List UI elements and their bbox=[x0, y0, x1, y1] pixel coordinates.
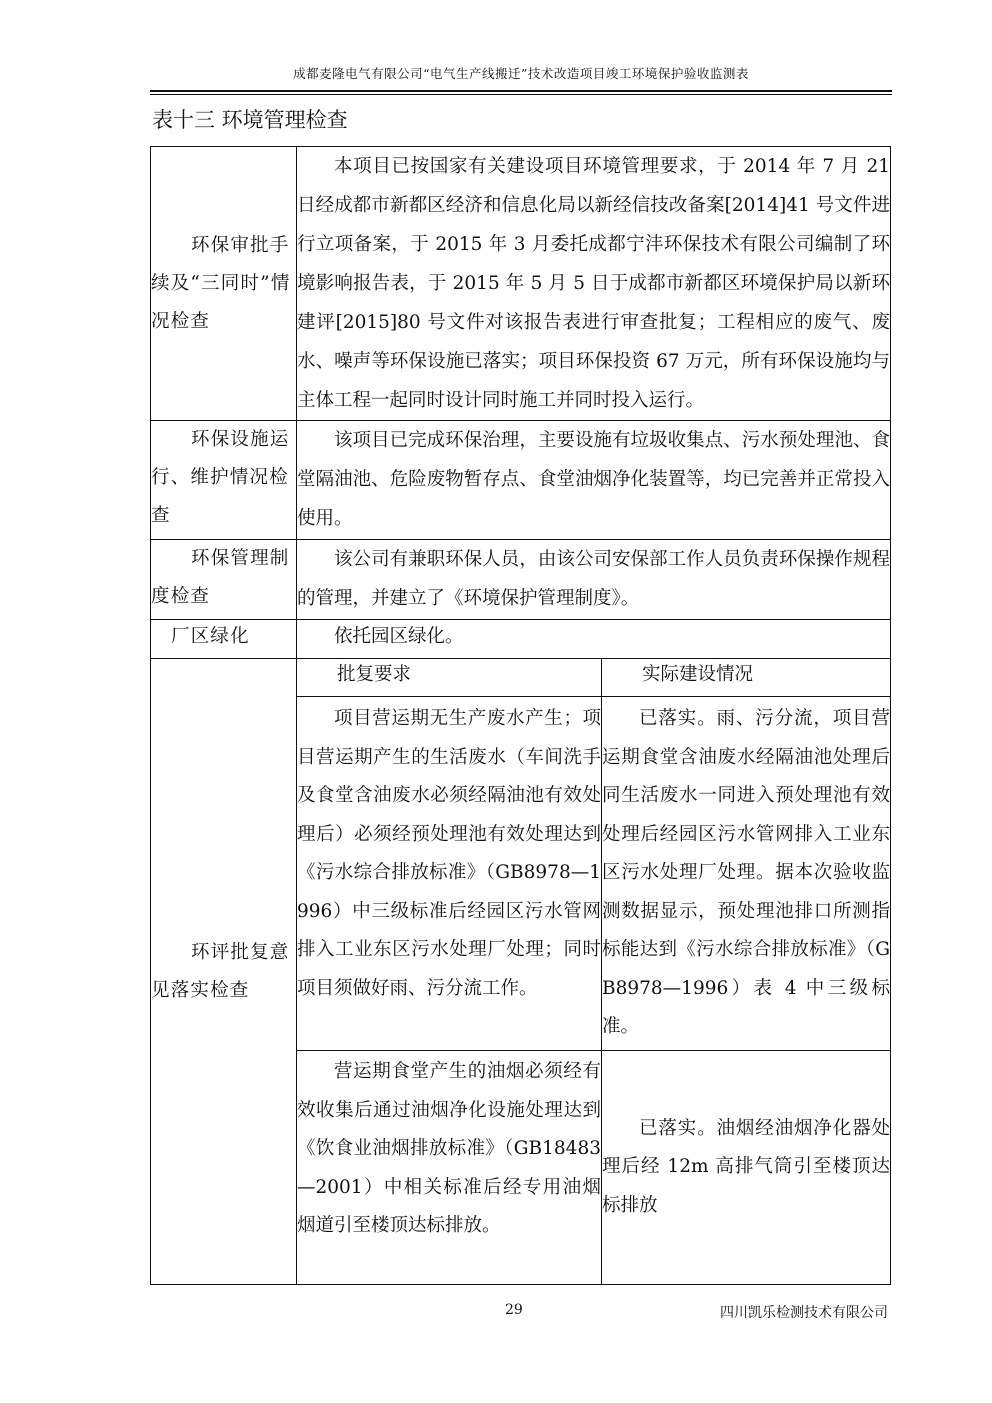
footer-company: 四川凯乐检测技术有限公司 bbox=[720, 1305, 888, 1321]
col-header-actual: 实际建设情况 bbox=[602, 659, 891, 697]
table-row bbox=[151, 620, 891, 659]
actual-cell: 已落实。雨、污分流，项目营运期食堂含油废水经隔油池处理后同生活废水一同进入预处理池有效处理后经园区污水管网排入工业东区污水处理厂处理。据本次验收监测数据显示，预处理池排口所测指标能达到《污水综合排放标准》（GB8978—1996）表 4 中三级标准。 bbox=[602, 697, 891, 1051]
table-title: 表十三 环境管理检查 bbox=[152, 108, 348, 132]
environment-management-table bbox=[150, 146, 891, 1285]
document-header: 成都麦隆电气有限公司“电气生产线搬迁”技术改造项目竣工环境保护验收监测表 bbox=[293, 66, 749, 81]
header-rule-thin bbox=[150, 94, 892, 95]
actual-cell: 已落实。油烟经油烟净化器处理后经 12m 高排气筒引至楼顶达标排放 bbox=[602, 1051, 891, 1285]
eia-label: 环评批复意见落实检查 bbox=[151, 659, 297, 1285]
table-row bbox=[151, 659, 891, 697]
requirement-cell: 项目营运期无生产废水产生；项目营运期产生的生活废水（车间洗手及食堂含油废水必须经隔油池有效处理后）必须经预处理池有效处理达到《污水综合排放标准》（GB8978—1996）中三级标准后经园区污水管网排入工业东区污水处理厂处理；同时项目须做好雨、污分流工作。 bbox=[297, 697, 602, 1051]
requirement-cell: 营运期食堂产生的油烟必须经有效收集后通过油烟净化设施处理达到《饮食业油烟排放标准》（GB18483—2001）中相关标准后经专用油烟烟道引至楼顶达标排放。 bbox=[297, 1051, 602, 1285]
table-row bbox=[151, 147, 891, 421]
row-content: 依托园区绿化。 bbox=[297, 620, 891, 659]
row-label: 环保管理制度检查 bbox=[151, 540, 297, 620]
row-content: 该项目已完成环保治理，主要设施有垃圾收集点、污水预处理池、食堂隔油池、危险废物暂存点、食堂油烟净化装置等，均已完善并正常投入使用。 bbox=[297, 421, 891, 540]
header-rule bbox=[150, 90, 892, 92]
page-number: 29 bbox=[505, 1302, 523, 1318]
row-content: 该公司有兼职环保人员，由该公司安保部工作人员负责环保操作规程的管理，并建立了《环境保护管理制度》。 bbox=[297, 540, 891, 620]
row-label: 环保审批手续及“三同时”情况检查 bbox=[151, 147, 297, 421]
table-row bbox=[151, 540, 891, 620]
row-content: 本项目已按国家有关建设项目环境管理要求，于 2014 年 7 月 21 日经成都市新都区经济和信息化局以新经信技改备案[2014]41 号文件进行立项备案，于 2015 年 3 月委托成都宁沣环保技术有限公司编制了环境影响报告表，于 2015 年 5 月 5 日于成都市新都区环境保护局以新环建评[2015]80 号文件对该报告表进行审查批复；工程相应的废气、废水、噪声等环保设施已落实；项目环保投资 67 万元，所有环保设施均与主体工程一起同时设计同时施工并同时投入运行。 bbox=[297, 147, 891, 421]
col-header-requirement: 批复要求 bbox=[297, 659, 602, 697]
row-label: 环保设施运行、维护情况检查 bbox=[151, 421, 297, 540]
table-row bbox=[151, 421, 891, 540]
row-label: 厂区绿化 bbox=[151, 620, 297, 659]
